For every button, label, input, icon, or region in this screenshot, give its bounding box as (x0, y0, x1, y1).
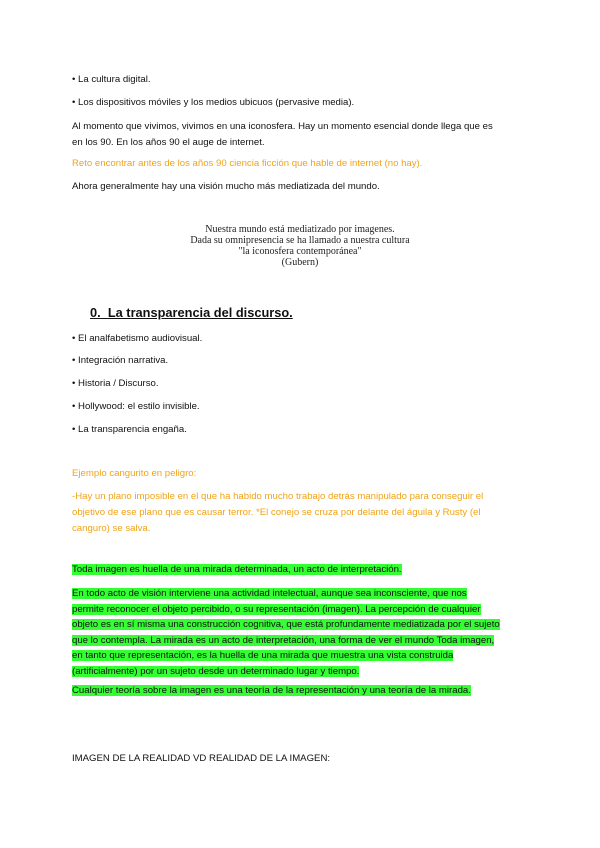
bullet-transparencia: • La transparencia engaña. (72, 424, 187, 435)
highlight-p2-line-1: En todo acto de visión interviene una actividad intelectual, aunque sea inconsciente, que nos (72, 588, 467, 599)
bullet-analfabetismo: • El analfabetismo audiovisual. (72, 333, 203, 344)
highlight-p2 (72, 586, 532, 679)
section-title: La transparencia del discurso. (107, 305, 293, 320)
ahora-text: Ahora generalmente hay una visión mucho más mediatizada del mundo. (72, 181, 380, 192)
highlight-p3-text: Cualquier teoría sobre la imagen es una teoría de la representación y una teoría de la mirada. (72, 685, 471, 696)
reto-text: Reto encontrar antes de los años 90 ciencia ficción que hable de internet (no hay). (72, 158, 423, 169)
bullet-hollywood: • Hollywood: el estilo invisible. (72, 401, 200, 412)
bullet-dispositivos: • Los dispositivos móviles y los medios ubicuos (pervasive media). (72, 97, 355, 108)
ejemplo-line-1: -Hay un plano imposible en el que ha habido mucho trabajo detrás manipulado para conseguir el (72, 491, 484, 502)
highlight-p2-line-2: permite reconocer el objeto percibido, o su representación (imagen). La percepción de cualquier (72, 603, 481, 615)
section-heading (90, 305, 293, 320)
ejemplo-title: Ejemplo cangurito en peligro: (72, 468, 197, 479)
highlight-p2-line-3: objeto es en sí misma una construcción cognitiva, que está profundamente mediatizada por el sujeto (72, 619, 500, 630)
bullet-cultura-digital: • La cultura digital. (72, 74, 151, 85)
quote-line-1: Nuestra mundo está mediatizado por imagenes. (205, 224, 395, 235)
quote-line-2: Dada su omnipresencia se ha llamado a nuestra cultura (190, 235, 410, 246)
highlight-p2-line-6: (artificialmente) por un sujeto desde un determinado lugar y tiempo. (72, 665, 360, 677)
quote-line-3: "la iconosfera contemporánea" (238, 246, 362, 257)
bullet-integracion: • Integración narrativa. (72, 355, 169, 366)
quote-line-4: (Gubern) (281, 257, 319, 268)
paragraph-iconosfera-line-2: en los 90. En los años 90 el auge de internet. (72, 137, 265, 148)
bullet-historia: • Historia / Discurso. (72, 378, 159, 389)
paragraph-iconosfera-line-1: Al momento que vivimos, vivimos en una iconosfera. Hay un momento esencial donde llega que es (72, 121, 493, 132)
highlight-p1 (72, 563, 402, 577)
highlight-p3 (72, 684, 471, 698)
highlight-p2-line-5: en tanto que representación, es la huella de una mirada que muestra una vista construida (72, 650, 454, 661)
ejemplo-line-2: objetivo de ese plano que es causar terror. *El conejo se cruza por delante del águila y Rusty (el (72, 507, 481, 518)
quote-image (150, 224, 450, 268)
section-number: 0. (90, 305, 101, 320)
highlight-p1-text: Toda imagen es huella de una mirada determinada, un acto de interpretación. (72, 564, 402, 575)
ejemplo-line-3: canguro) se salva. (72, 523, 151, 534)
highlight-p2-line-4: que lo contempla. La mirada es un acto de interpretación, una forma de ver el mundo Toda imagen, (72, 634, 495, 646)
final-heading: IMAGEN DE LA REALIDAD VD REALIDAD DE LA IMAGEN: (72, 753, 331, 764)
